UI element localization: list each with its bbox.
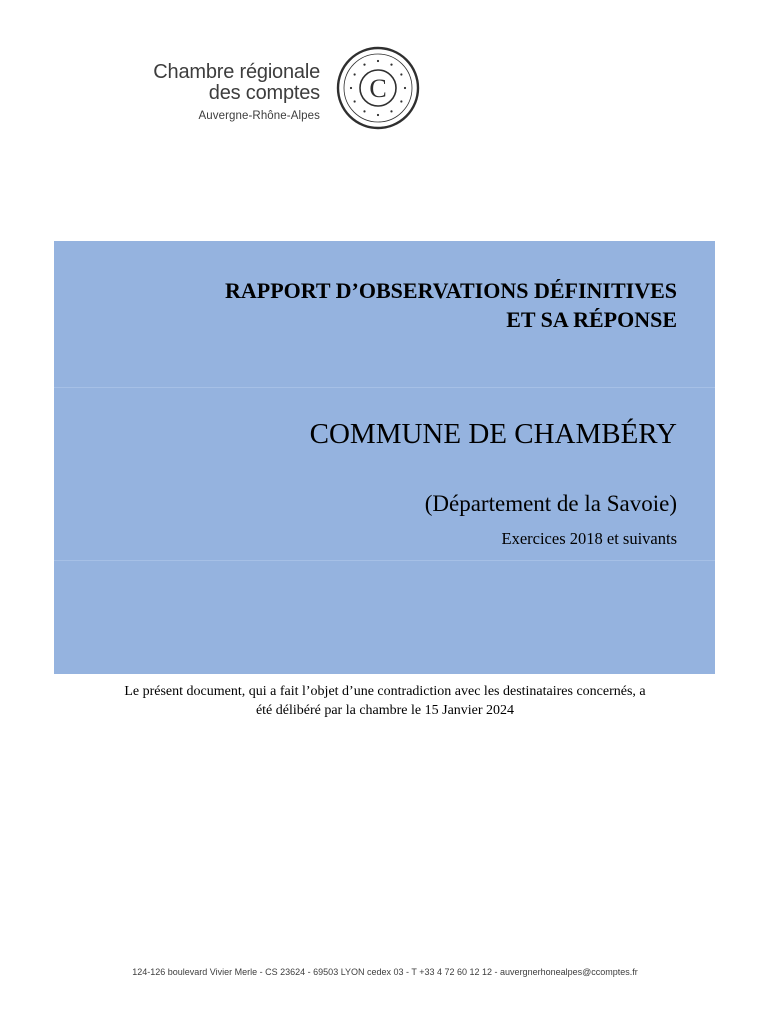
seal-dot — [404, 87, 406, 89]
notice-line2: été délibéré par la chambre le 15 Janvier 2024 — [255, 703, 515, 718]
deliberation-notice — [75, 682, 695, 720]
seal-dot — [377, 114, 379, 116]
seal-dot — [354, 73, 356, 75]
footer-address: 124-126 boulevard Vivier Merle - CS 23624 - 69503 LYON cedex 03 - T +33 4 72 60 12 12 - auvergnerhonealpes@ccomptes.fr — [132, 967, 638, 977]
seal-dot — [363, 110, 365, 112]
seal-dot — [400, 100, 402, 102]
seal-dot — [363, 64, 365, 66]
departement: (Département de la Savoie) — [424, 491, 677, 516]
org-region: Auvergne-Rhône-Alpes — [198, 110, 320, 122]
seal-dot — [390, 110, 392, 112]
organization-logo-text — [153, 62, 320, 123]
band-divider — [54, 560, 715, 561]
seal-dot — [354, 100, 356, 102]
report-title-line1: RAPPORT D’OBSERVATIONS DÉFINITIVES — [225, 278, 677, 303]
seal-dot — [400, 73, 402, 75]
band-divider — [54, 387, 715, 388]
org-name-line2: des comptes — [208, 82, 320, 104]
report-title-line2: ET SA RÉPONSE — [506, 307, 677, 332]
exercices: Exercices 2018 et suivants — [501, 529, 677, 548]
cour-des-comptes-seal-icon — [336, 46, 420, 130]
seal-dot — [390, 64, 392, 66]
title-band — [54, 241, 715, 674]
org-name-line1: Chambre régionale — [153, 61, 320, 83]
notice-line1: Le présent document, qui a fait l’objet d’une contradiction avec les destinataires concernés, a — [124, 684, 646, 699]
seal-dot — [377, 60, 379, 62]
seal-letter: C — [369, 74, 387, 103]
seal-dot — [350, 87, 352, 89]
commune-name: COMMUNE DE CHAMBÉRY — [309, 418, 677, 450]
